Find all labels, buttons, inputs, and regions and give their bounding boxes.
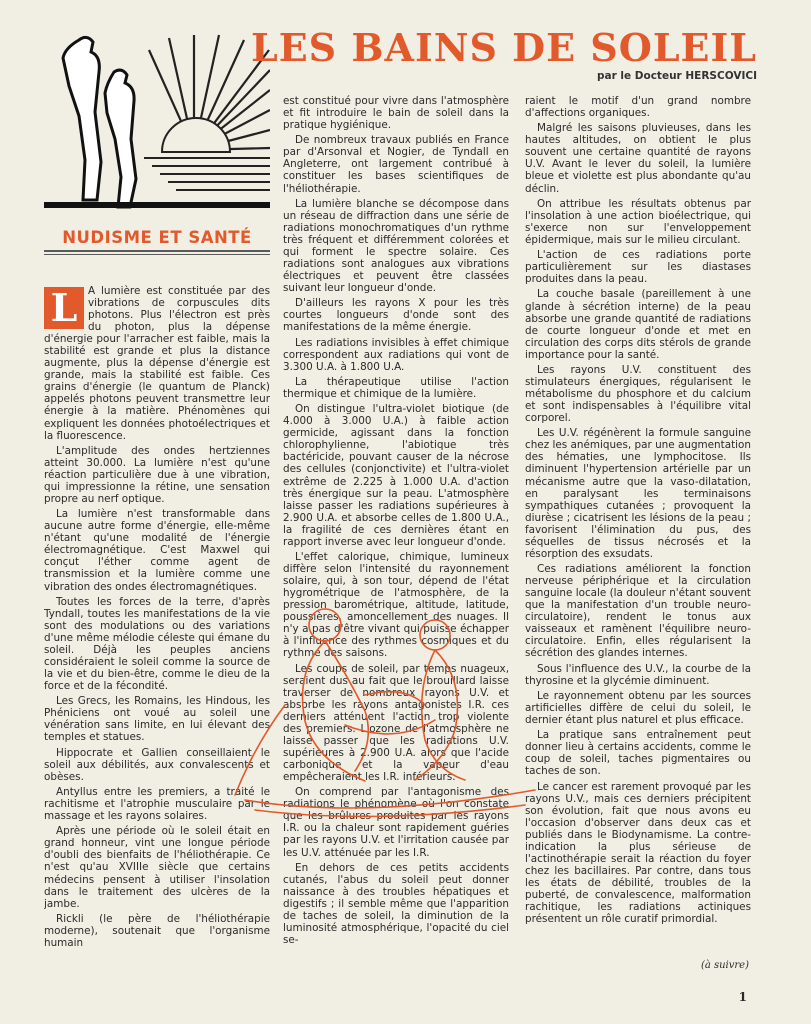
paragraph: D'ailleurs les rayons X pour les très courtes longueurs d'onde sont des manifestations de la même énergie. xyxy=(283,297,509,334)
paragraph: La lumière n'est transformable dans aucune autre forme d'énergie, elle-même n'étant qu'une modalité de l'énergie électromagnétique. C'est Maxwel qui conçut l'éther comme agent de transmission et la lumière comme une vibration des ondes électromagnétiques. xyxy=(44,508,270,593)
paragraph: Antyllus entre les premiers, a traité le rachitisme et l'atrophie musculaire par le massage et les rayons solaires. xyxy=(44,786,270,823)
paragraph: On distingue l'ultra-violet biotique (de 4.000 à 3.000 U.A.) à faible action germicide, agissant dans la fonction chlorophylienne, l'abiotique très bactéricide, pouvant causer de la nécrose des cellules (conjonctivite) et l'ultra-violet extrême de 2.225 à 1.000 U.A. d'action très énergique sur la peau. L'atmosphère laisse passer les radiations supérieures à 2.900 U.A. et absorbe celles de 1.800 U.A., la fragilité de ces dernières étant en rapport inverse avec leur longueur d'onde. xyxy=(283,403,509,548)
paragraph: Rickli (le père de l'héliothérapie moderne), soutenait que l'organisme humain xyxy=(44,912,270,949)
horizon-lines xyxy=(144,158,270,190)
paragraph: Les Grecs, les Romains, les Hindous, les Phéniciens ont voué au soleil une vénération sans limite, en lui élevant des temples et statues. xyxy=(44,695,270,744)
to-be-continued: (à suivre) xyxy=(700,960,749,971)
paragraph: Après une période où le soleil était en grand honneur, vint une longue période d'oubli des bienfaits de l'héliothérapie. Ce n'est qu'au XVIIIe siècle que certains médecins pensent à utiliser l'insolation dans le traitement des ulcères de la jambe. xyxy=(44,825,270,910)
section-heading: NUDISME ET SANTÉ xyxy=(62,228,252,247)
section-divider xyxy=(44,250,270,255)
text-column-3 xyxy=(525,95,751,973)
article-title: LES BAINS DE SOLEIL xyxy=(250,25,757,70)
paragraph xyxy=(44,285,270,442)
text-column-2 xyxy=(283,95,509,975)
paragraph: Les rayons U.V. constituent des stimulateurs énergiques, régularisent le métabolisme du phosphore et du calcium et sont indispensables à l'équilibre vital corporel. xyxy=(525,363,751,425)
paragraph: En dehors de ces petits accidents cutanés, l'abus du soleil peut donner naissance à des troubles hépatiques et digestifs ; il semble même que l'apparition de taches de soleil, la diminution de la luminosité atmosphérique, l'opacité du ciel se- xyxy=(283,861,509,947)
text-column-1 xyxy=(44,285,270,975)
drop-cap: L xyxy=(44,287,84,329)
paragraph: Hippocrate et Gallien conseillaient le soleil aux débilités, aux convalescents et obèses. xyxy=(44,746,270,783)
paragraph: raient le motif d'un grand nombre d'affections organiques. xyxy=(525,95,751,120)
paragraph: De nombreux travaux publiés en France par d'Arsonval et Nogier, de Tyndall en Angleterre, ont largement contribué à constituer les bases scientifiques de l'héliothérapie. xyxy=(283,134,509,195)
paragraph: Le cancer est rarement provoqué par les rayons U.V., mais ces derniers précipitent son évolution, fait que nous avons eu l'occasion d'observer dans deux cas et publiés dans le Biodynamisme. La contre-indication la plus sérieuse de l'actinothérapie serait la réaction du foyer chez les bacillaires. Par contre, dans tous les états de débilité, troubles de la puberté, de convalescence, malformation rachitique, les radiations actiniques présentent un rôle curatif primordial. xyxy=(525,780,751,926)
paragraph-text: A lumière est constituée par des vibrations de corpuscules dits photons. Plus l'électron est près du photon, plus la dépense d'énergie pour l'arracher est faible, mais la stabilité est grande et plus la distance augmente, plus la dépense d'énergie est grande, mais la stabilité est faible. Ces grains d'énergie (le quantum de Planck) appelés photons peuvent transmettre leur énergie à la matière. Phénomènes qui expliquent les données photoélectriques et la fluorescence. xyxy=(44,285,270,442)
paragraph: La couche basale (pareillement à une glande à sécrétion interne) de la peau absorbe une grande quantité de radiations de courte longueur d'onde et met en circulation des corps dits stérols de grande importance pour la santé. xyxy=(525,288,751,361)
paragraph: Malgré les saisons pluvieuses, dans les hautes altitudes, on obtient le plus souvent une certaine quantité de rayons U.V. Avant le lever du soleil, la lumière bleue et violette est plus abondante qu'au déclin. xyxy=(525,122,751,195)
paragraph: Le rayonnement obtenu par les sources artificielles diffère de celui du soleil, le dernier étant plus naturel et plus efficace. xyxy=(525,689,751,726)
paragraph: L'effet calorique, chimique, lumineux diffère selon l'intensité du rayonnement solaire, qui, à son tour, dépend de l'état hygrométrique de l'atmosphère, de la pression barométrique, altitude, latitude, poussières, amoncellement des nuages. Il n'y a pas d'être vivant qui puisse échapper à l'influence des rythmes cosmiques et du rythme des saisons. xyxy=(283,551,509,660)
paragraph: On attribue les résultats obtenus par l'insolation à une action bioélectrique, qui s'exerce non sur l'enveloppement épidermique, mais sur le milieu circulant. xyxy=(525,197,751,246)
paragraph: Les U.V. régénèrent la formule sanguine chez les anémiques, par une augmentation des hématies, une lymphocitose. Ils diminuent l'hypertension artérielle par un mécanisme autre que la vaso-dilatation, en paralysant les terminaisons sympathiques cutanées ; provoquent la diurèse ; cicatrisent les lésions de la peau ; favorisent l'élimination du pus, des séquelles de tissus nécrosés et la résorption des exsudats. xyxy=(525,427,751,560)
paragraph: Toutes les forces de la terre, d'après Tyndall, toutes les manifestations de la vie sont des modulations ou des variations d'une même mélodie céleste qui émane du soleil. Déjà les peuples anciens considéraient le soleil comme la source de la vie et du bien-être, comme le dieu de la force et de la fécondité. xyxy=(44,595,270,693)
paragraph: La lumière blanche se décompose dans un réseau de diffraction dans une série de radiations monochromatiques d'un rythme très fréquent et différemment colorées et qui forment le spectre solaire. Ces radiations sont analogues aux vibrations électriques et peuvent être classées suivant leur longueur d'onde. xyxy=(283,197,509,295)
paragraph: Ces radiations améliorent la fonction nerveuse périphérique et la circulation sanguine locale (la douleur n'étant souvent que la manifestation d'un trouble neuro-circulatoire), rendent le tonus aux vaisseaux et ramènent l'équilibre neuro-circulatoire. Enfin, elles régularisent la sécrétion des glandes internes. xyxy=(525,563,751,660)
paragraph: L'amplitude des ondes hertziennes atteint 30.000. La lumière n'est qu'une réaction particulière due à une vibration, qui impressionne la rétine, une sensation propre au nerf optique. xyxy=(44,444,270,505)
paragraph: Sous l'influence des U.V., la courbe de la thyrosine et la glycémie diminuent. xyxy=(525,662,751,687)
paragraph: La thérapeutique utilise l'action thermique et chimique de la lumière. xyxy=(283,375,509,401)
paragraph: On comprend par l'antagonisme des radiations le phénomène où l'on constate que les brûlures produites par les rayons I.R. ou la chaleur sont rapidement guéries par les rayons U.V. et l'irritation causée par les U.V. atténuée par les I.R. xyxy=(283,786,509,859)
paragraph: est constitué pour vivre dans l'atmosphère et fit introduire le bain de soleil dans la pratique hygiénique. xyxy=(283,95,509,132)
paragraph: Les coups de soleil, par temps nuageux, seraient dus au fait que le brouillard laisse traverser de nombreux rayons U.V. et absorbe les rayons antagonistes I.R. ces derniers atténuent l'action trop violente des premiers. L'ozone de l'atmosphère ne laisse passer que les radiations U.V. supérieures à 2.900 U.A. alors que l'acide carbonique et la vapeur d'eau empêcheraient les I.R. inférieurs. xyxy=(283,662,509,784)
paragraph: Les radiations invisibles à effet chimique correspondent aux radiations qui vont de 3.300 U.A. à 1.800 U.A. xyxy=(283,336,509,373)
page-number: 1 xyxy=(738,990,747,1004)
figures xyxy=(63,37,136,207)
paragraph: La pratique sans entraînement peut donner lieu à certains accidents, comme le coup de soleil, taches pigmentaires ou taches de son. xyxy=(525,729,751,778)
paragraph: L'action de ces radiations porte particulièrement sur les diastases produites dans la peau. xyxy=(525,249,751,286)
author-byline: par le Docteur HERSCOVICI xyxy=(596,70,757,82)
